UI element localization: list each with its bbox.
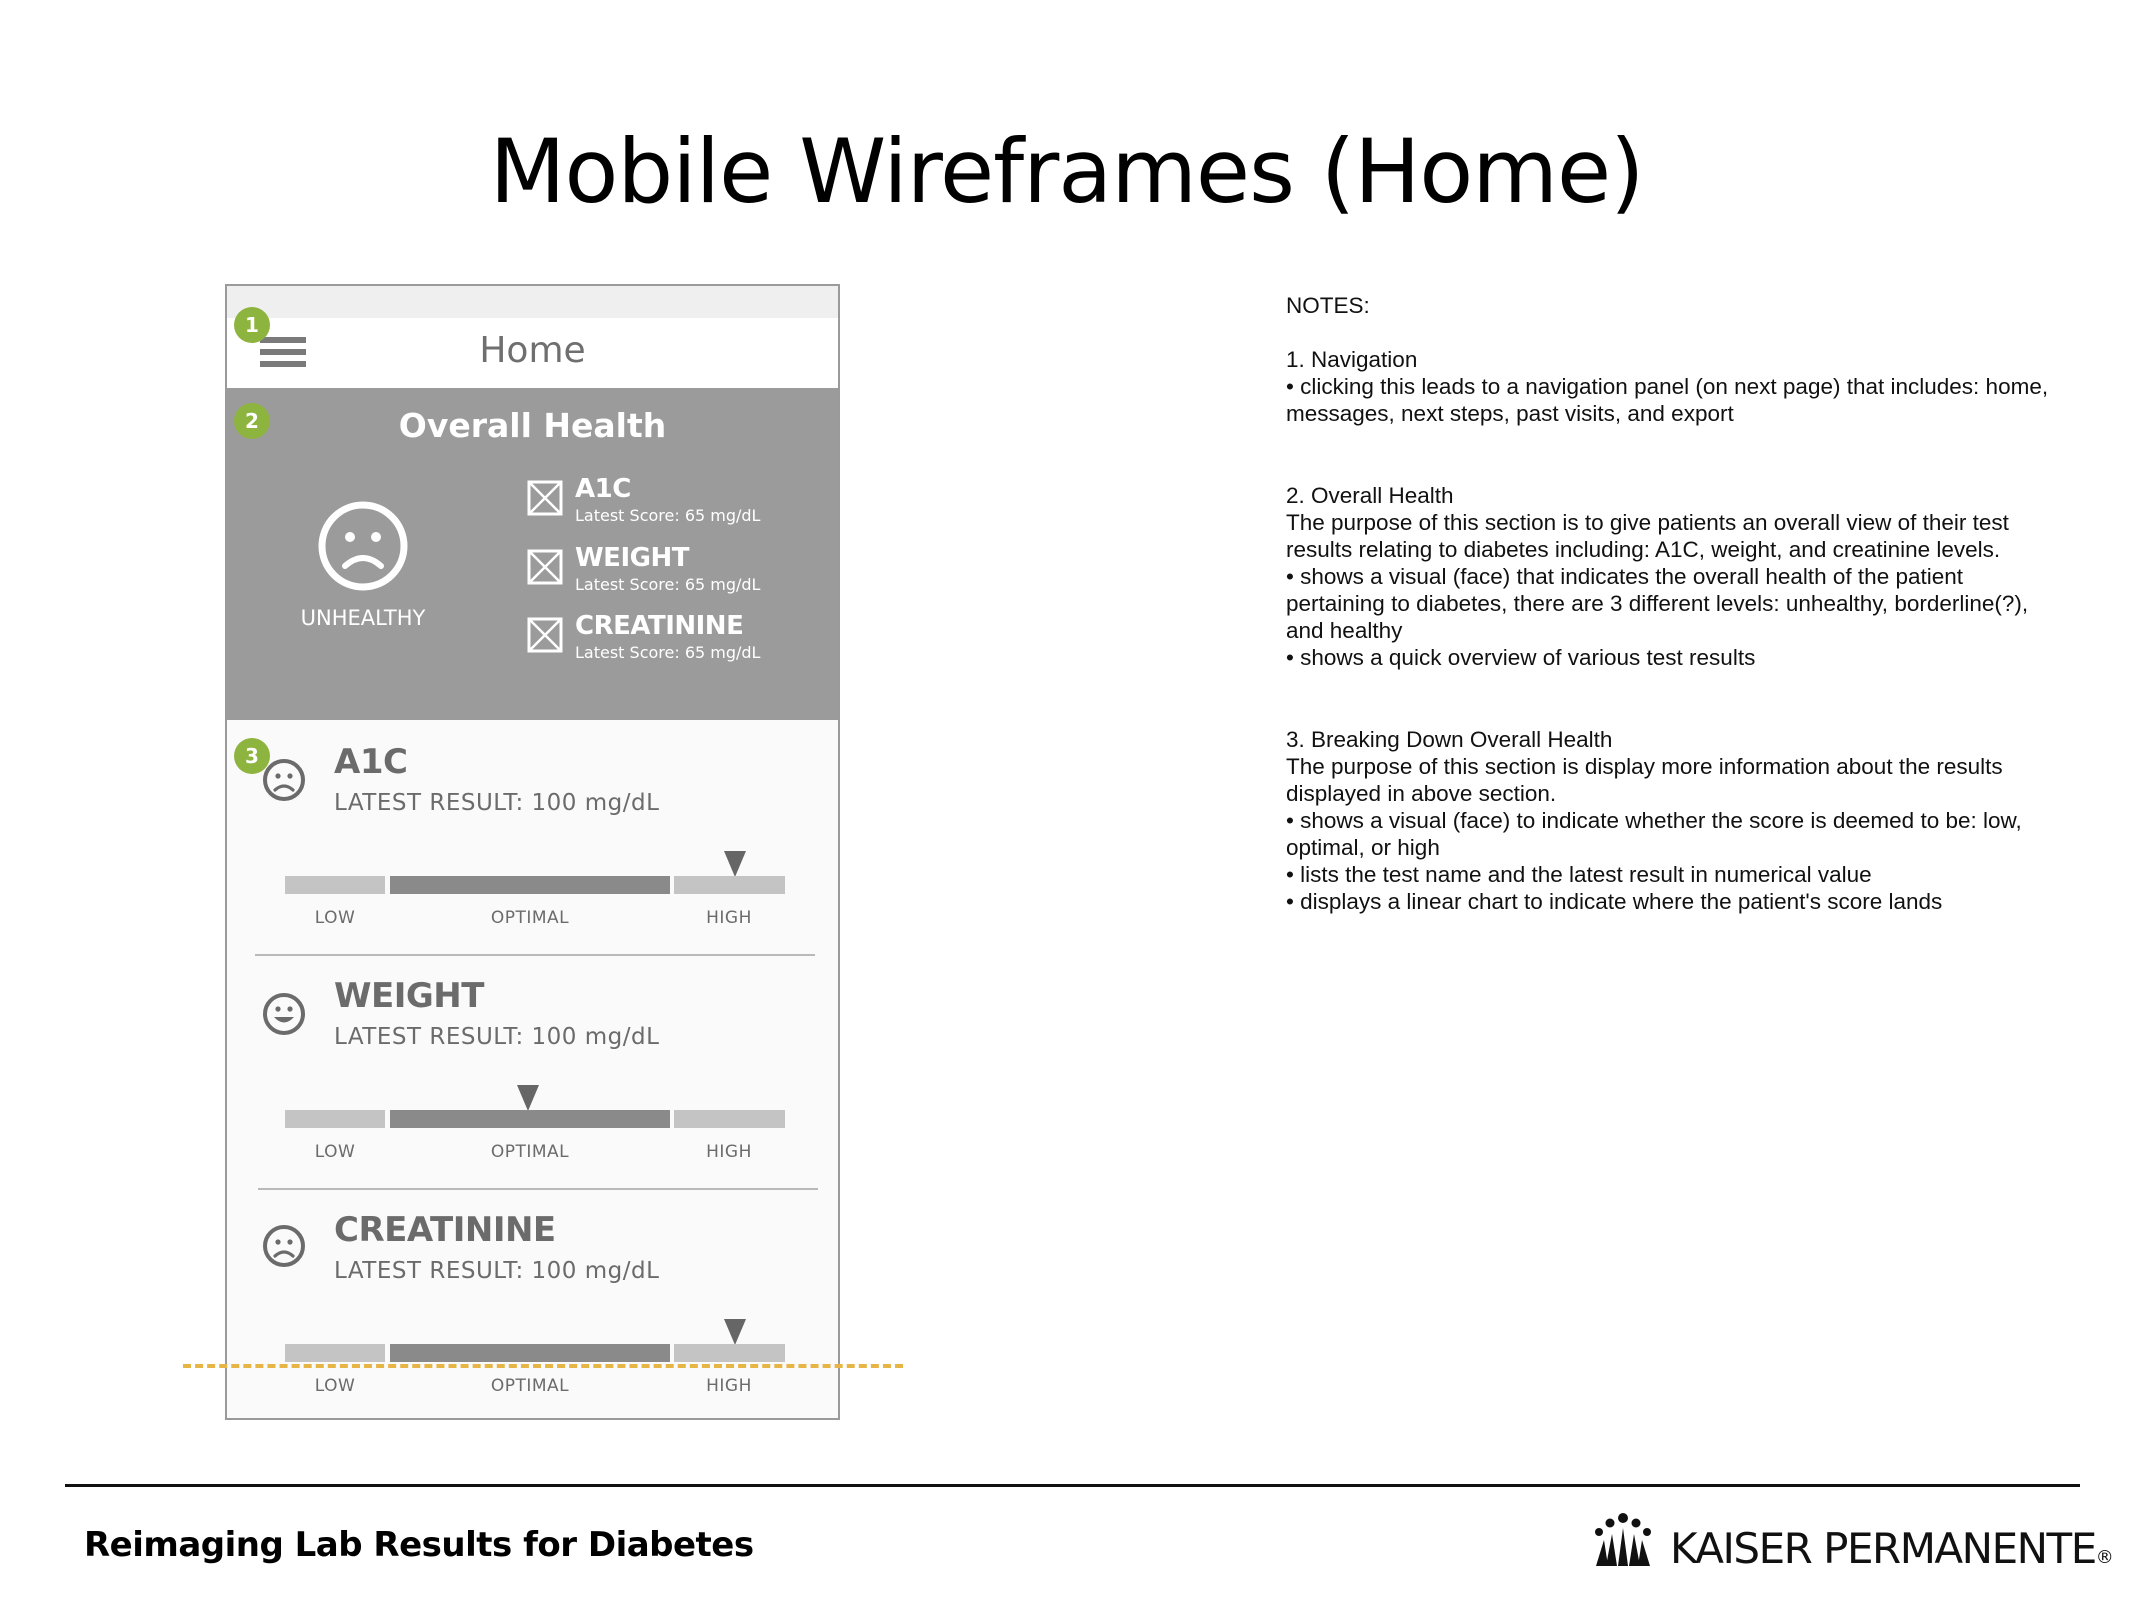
- range-label-low: LOW: [314, 1142, 356, 1162]
- image-placeholder-icon: [527, 480, 563, 516]
- note-line: • clicking this leads to a navigation panel (on next page) that includes: home, messages, next steps, past visits, and export: [1286, 374, 2049, 426]
- overall-health-title: Overall Health: [398, 406, 667, 445]
- range-bar-optimal: [390, 1110, 670, 1128]
- range-label-optimal: OPTIMAL: [490, 908, 570, 928]
- registered-mark: ®: [2095, 1547, 2113, 1568]
- detail-name: CREATININE: [334, 1210, 556, 1250]
- detail-card-a1c[interactable]: [227, 720, 838, 954]
- score-marker: [517, 1085, 539, 1111]
- annotation-badge-1: 1: [234, 307, 270, 343]
- detail-result: LATEST RESULT: 100 mg/dL: [334, 790, 660, 816]
- range-bar-high: [674, 1110, 785, 1128]
- range-label-high: HIGH: [706, 1376, 752, 1396]
- overview-item-name: CREATININE: [575, 611, 744, 641]
- notes-heading: NOTES:: [1286, 293, 1370, 318]
- detail-card-weight[interactable]: [227, 954, 838, 1188]
- range-bar-low: [285, 1344, 385, 1362]
- overview-item-score: Latest Score: 65 mg/dL: [575, 643, 761, 662]
- footer-title: Reimaging Lab Results for Diabetes: [84, 1525, 754, 1565]
- kp-sunburst-icon: [1590, 1510, 1656, 1570]
- image-placeholder-icon: [527, 549, 563, 585]
- status-bar: [227, 286, 838, 318]
- overview-item-name: A1C: [575, 474, 631, 504]
- range-bar-low: [285, 876, 385, 894]
- range-bar-high: [674, 1344, 785, 1362]
- note-line: The purpose of this section is display more information about the results displayed in above section.: [1286, 754, 2003, 806]
- note-title: 3. Breaking Down Overall Health: [1286, 727, 1613, 752]
- overall-health-panel: [227, 388, 838, 720]
- detail-card-creatinine[interactable]: [227, 1188, 838, 1420]
- score-marker: [724, 851, 746, 877]
- sad-face-icon: [262, 1224, 306, 1268]
- note-line: • shows a quick overview of various test results: [1286, 645, 1756, 670]
- nav-title: Home: [479, 330, 586, 371]
- overall-status-label: UNHEALTHY: [300, 606, 426, 630]
- phone-wireframe: [225, 284, 840, 1420]
- range-label-optimal: OPTIMAL: [490, 1376, 570, 1396]
- note-line: • shows a visual (face) to indicate whether the score is deemed to be: low, optimal, or high: [1286, 808, 2022, 860]
- range-bar-optimal: [390, 1344, 670, 1362]
- detail-name: WEIGHT: [334, 976, 484, 1016]
- footer-rule: [65, 1484, 2080, 1487]
- note-line: • lists the test name and the latest result in numerical value: [1286, 862, 1872, 887]
- overview-item-score: Latest Score: 65 mg/dL: [575, 506, 761, 525]
- slide-title: Mobile Wireframes (Home): [489, 120, 1644, 223]
- range-bar-low: [285, 1110, 385, 1128]
- range-label-high: HIGH: [706, 908, 752, 928]
- detail-result: LATEST RESULT: 100 mg/dL: [334, 1024, 660, 1050]
- happy-face-icon: [262, 992, 306, 1036]
- sad-face-icon: [262, 758, 306, 802]
- range-label-low: LOW: [314, 908, 356, 928]
- score-marker: [724, 1319, 746, 1345]
- overview-item-score: Latest Score: 65 mg/dL: [575, 575, 761, 594]
- range-label-high: HIGH: [706, 1142, 752, 1162]
- range-label-optimal: OPTIMAL: [490, 1142, 570, 1162]
- notes-panel: [1286, 292, 2066, 915]
- range-bar-optimal: [390, 876, 670, 894]
- overview-item-name: WEIGHT: [575, 543, 689, 573]
- logo-wordmark: KAISER PERMANENTE: [1670, 1524, 2096, 1573]
- sad-face-icon: [317, 500, 409, 592]
- detail-name: A1C: [334, 742, 408, 782]
- note-title: 1. Navigation: [1286, 347, 1418, 372]
- fold-line: [183, 1364, 903, 1368]
- detail-result: LATEST RESULT: 100 mg/dL: [334, 1258, 660, 1284]
- annotation-badge-2: 2: [234, 403, 270, 439]
- note-line: • displays a linear chart to indicate where the patient's score lands: [1286, 889, 1943, 914]
- note-line: • shows a visual (face) that indicates the overall health of the patient pertaining to diabetes, there are 3 different levels: unhealthy, borderline(?), and healthy: [1286, 564, 2029, 643]
- logo-text: [1670, 1524, 2112, 1573]
- note-title: 2. Overall Health: [1286, 483, 1454, 508]
- note-line: The purpose of this section is to give patients an overall view of their test results relating to diabetes including: A1C, weight, and creatinine levels.: [1286, 510, 2009, 562]
- range-label-low: LOW: [314, 1376, 356, 1396]
- annotation-badge-3: 3: [234, 738, 270, 774]
- range-bar-high: [674, 876, 785, 894]
- image-placeholder-icon: [527, 617, 563, 653]
